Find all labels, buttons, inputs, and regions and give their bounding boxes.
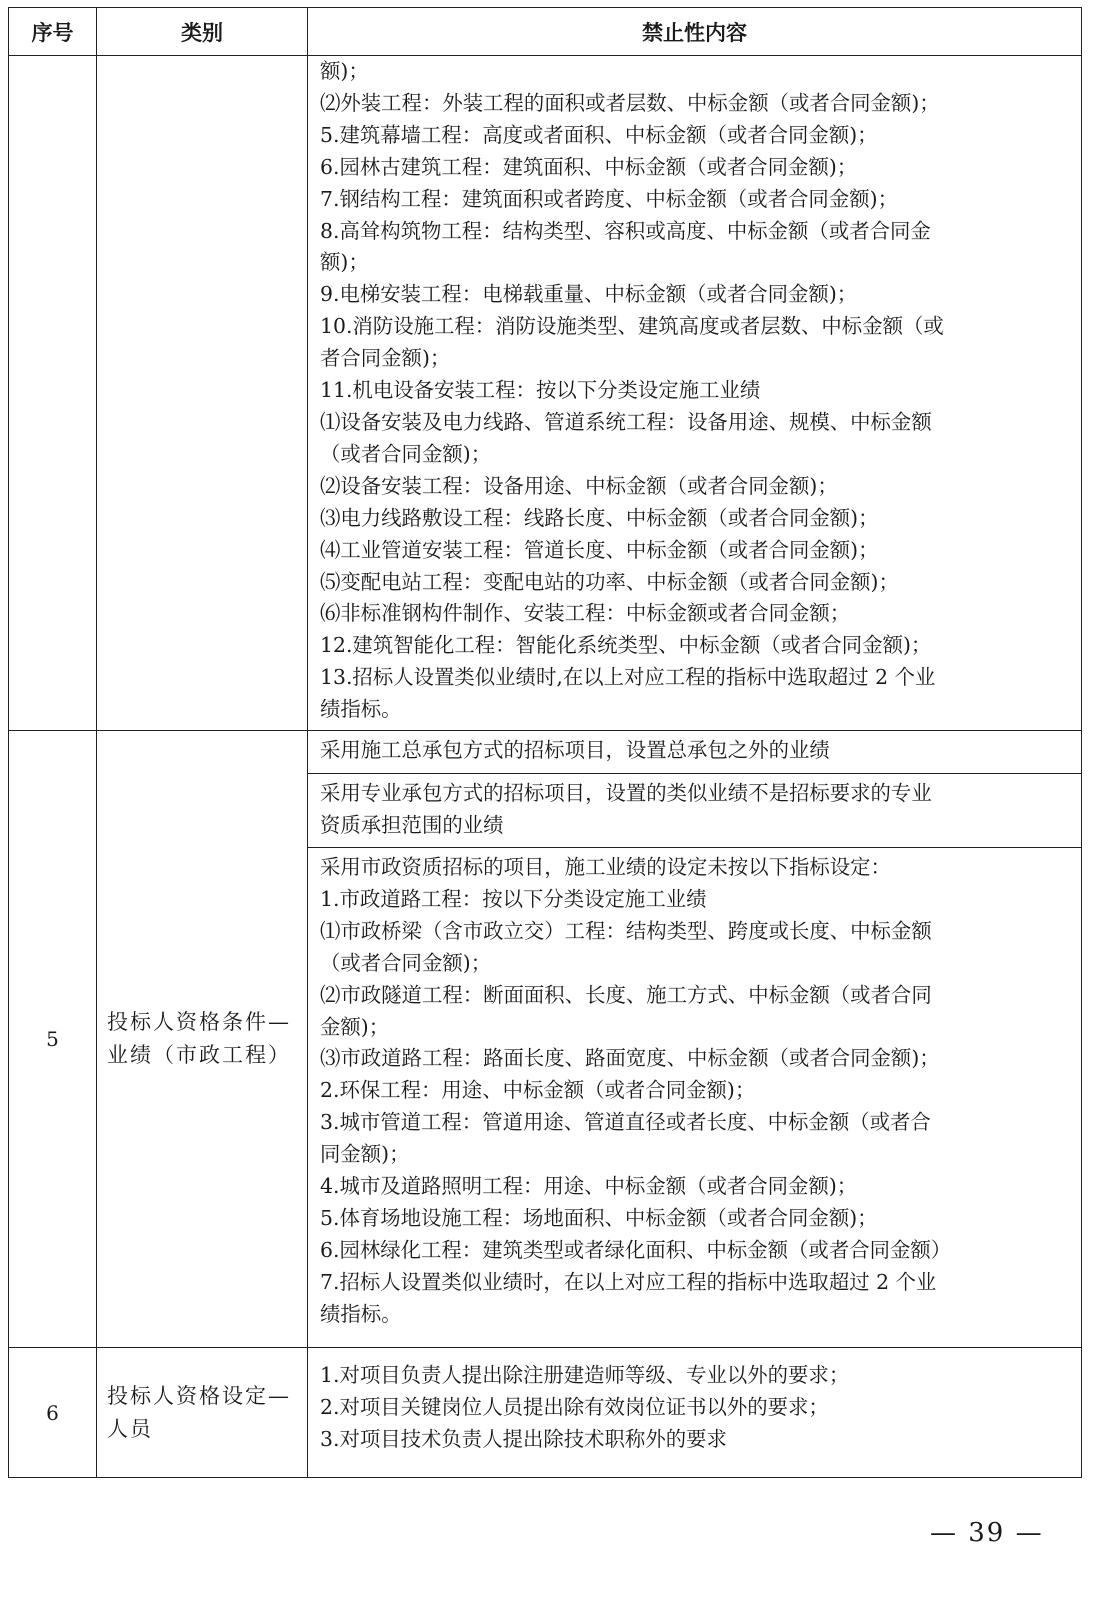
row5-item-c [308,848,1082,1348]
content-line: 6.园林古建筑工程：建筑面积、中标金额（或者合同金额)； [320,154,858,179]
content-line: 额)； [320,59,369,83]
content-line: 11.机电设备安装工程：按以下分类设定施工业绩 [320,378,761,403]
content-line: 12.建筑智能化工程：智能化系统类型、中标金额（或者合同金额)； [320,633,932,658]
content-line: 9.电梯安装工程：电梯载重量、中标金额（或者合同金额)； [320,282,858,307]
content-line: 7.招标人设置类似业绩时，在以上对应工程的指标中选取超过 2 个业 [320,1269,937,1294]
content-line: 2.环保工程：用途、中标金额（或者合同金额)； [320,1078,756,1103]
content-line: 1.对项目负责人提出除注册建造师等级、专业以外的要求； [320,1363,850,1388]
content-line: 绩指标。 [320,697,402,722]
content-line: （或者合同金额)； [320,950,492,975]
row5-category: 投标人资格条件—业绩（市政工程） [97,731,308,1348]
header-num: 序号 [9,8,97,56]
row6-content [308,1348,1082,1478]
content-line: （或者合同金额)； [320,441,492,466]
header-category: 类别 [97,8,308,56]
row5-num: 5 [9,731,97,1348]
content-line: 10.消防设施工程：消防设施类型、建筑高度或者层数、中标金额（或 [320,314,944,339]
row5-item-b [308,774,1082,848]
content-line: ⑷工业管道安装工程：管道长度、中标金额（或者合同金额)； [320,537,879,562]
content-line: 采用市政资质招标的项目，施工业绩的设定未按以下指标设定： [320,855,891,880]
content-line: 同金额)； [320,1142,410,1167]
row5-item-a [308,731,1082,774]
content-line: 3.对项目技术负责人提出除技术职称外的要求 [320,1426,727,1451]
content-line: 采用施工总承包方式的招标项目，设置总承包之外的业绩 [320,738,830,763]
content-line: 资质承担范围的业绩 [320,812,504,837]
page-number: — 39 — [930,1518,1044,1548]
content-line: ⑵外装工程：外装工程的面积或者层数、中标金额（或者合同金额)； [320,90,940,115]
content-line: ⑶市政道路工程：路面长度、路面宽度、中标金额（或者合同金额)； [320,1046,940,1071]
table-row-5a [9,731,1082,774]
content-line: 者合同金额)； [320,346,451,371]
content-line: 金额)； [320,1014,390,1039]
content-line: 2.对项目关键岗位人员提出除有效岗位证书以外的要求； [320,1394,829,1419]
regulation-table [8,7,1082,1478]
content-line: ⑸变配电站工程：变配电站的功率、中标金额（或者合同金额)； [320,569,899,594]
table-row-continued [9,56,1082,731]
content-line: 5.建筑幕墙工程：高度或者面积、中标金额（或者合同金额)； [320,122,878,147]
content-line: ⑴设备安装及电力线路、管道系统工程：设备用途、规模、中标金额 [320,409,932,434]
row6-category: 投标人资格设定—人员 [97,1348,308,1478]
table-header-row [9,8,1082,56]
content-line: 7.钢结构工程：建筑面积或者跨度、中标金额（或者合同金额)； [320,186,898,211]
content-line: ⑴市政桥梁（含市政立交）工程：结构类型、跨度或长度、中标金额 [320,918,932,943]
content-line: ⑹非标准钢构件制作、安装工程：中标金额或者合同金额； [320,601,851,626]
content-line: 1.市政道路工程：按以下分类设定施工业绩 [320,886,707,911]
content-line: 3.城市管道工程：管道用途、管道直径或者长度、中标金额（或者合 [320,1110,931,1135]
header-content: 禁止性内容 [308,8,1082,56]
row6-num: 6 [9,1348,97,1478]
content-line: ⑵市政隧道工程：断面面积、长度、施工方式、中标金额（或者合同 [320,982,932,1007]
content-line: 额)； [320,250,369,275]
row-cont-category [97,56,308,731]
row-cont-num [9,56,97,731]
content-line: 8.高耸构筑物工程：结构类型、容积或高度、中标金额（或者合同金 [320,218,931,243]
content-line: 6.园林绿化工程：建筑类型或者绿化面积、中标金额（或者合同金额） [320,1237,952,1262]
content-line: ⑶电力线路敷设工程：线路长度、中标金额（或者合同金额)； [320,505,879,530]
content-line: 13.招标人设置类似业绩时,在以上对应工程的指标中选取超过 2 个业 [320,665,936,690]
table-row-6 [9,1348,1082,1478]
content-line: 5.体育场地设施工程：场地面积、中标金额（或者合同金额)； [320,1206,878,1230]
content-line: 4.城市及道路照明工程：用途、中标金额（或者合同金额)； [320,1174,858,1199]
row-cont-content [308,56,1082,731]
content-line: 绩指标。 [320,1301,402,1326]
content-line: ⑵设备安装工程：设备用途、中标金额（或者合同金额)； [320,473,838,498]
content-line: 采用专业承包方式的招标项目，设置的类似业绩不是招标要求的专业 [320,781,932,806]
